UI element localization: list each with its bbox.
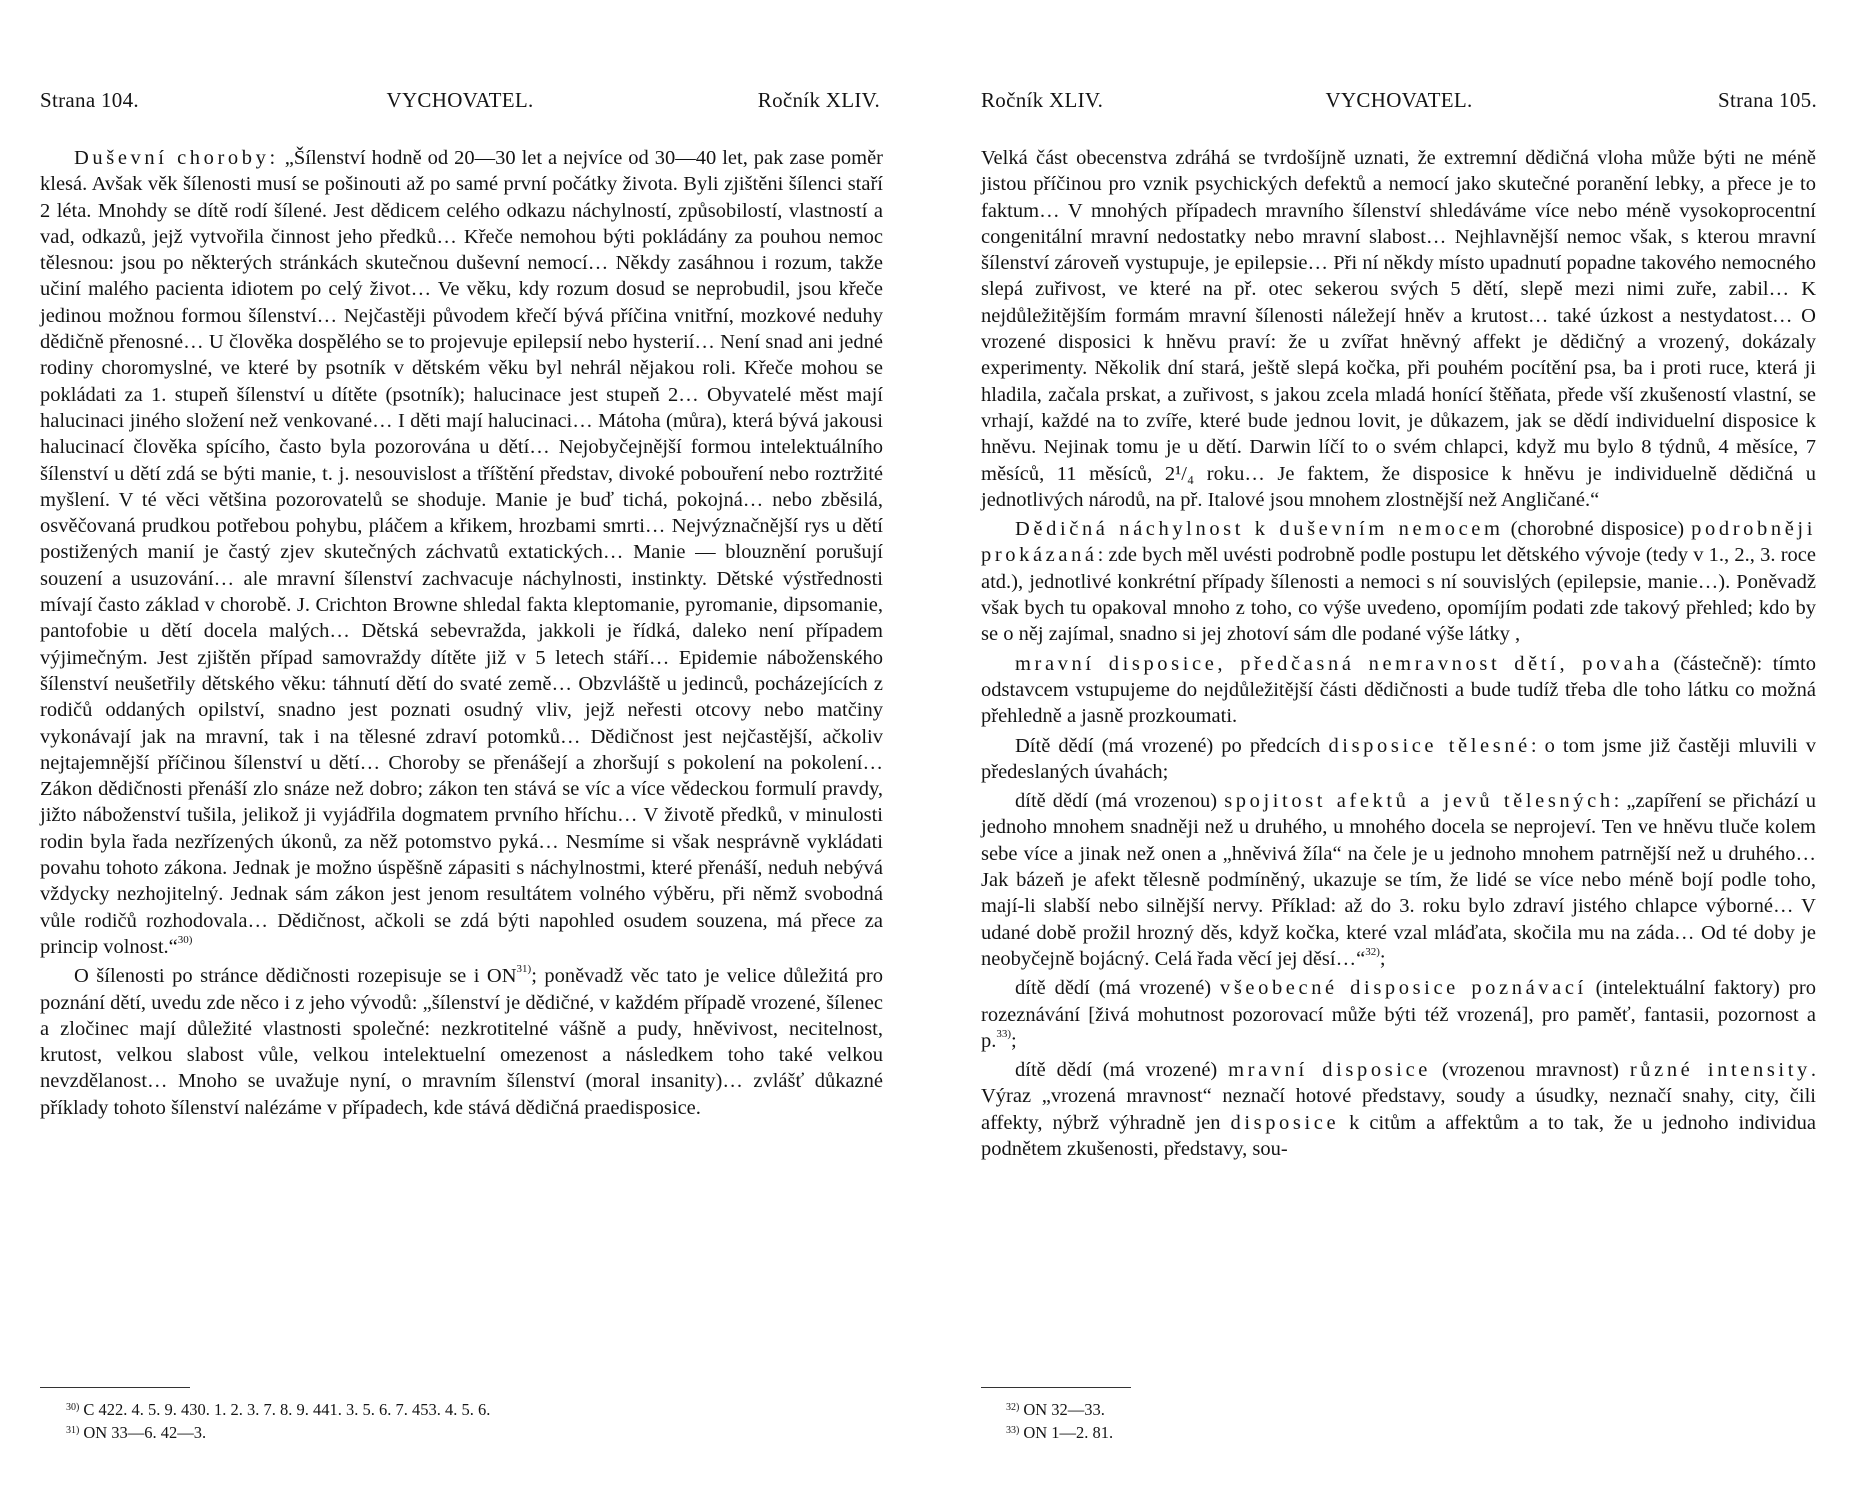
journal-title: VYCHOVATEL.: [386, 88, 534, 112]
paragraph-text: „Šílenství hodně od 20—30 let a nejvíce od 30—40 let, pak zase poměr klesá. Avšak věk šílenosti musí se pošinouti až po samé první počátky života. Byli zjištěni šílenci staří 2 léta. Mnohdy se dítě rodí šílené. Jest dědicem celého odkazu náchylností, způsobilostí, vlastností a vad, odkazů, jejž vytvořila činnost jeho předků… Křeče nemohou býti pokládány za pouhou nemoc tělesnou: jsou po některých stránkách skutečnou duševní nemocí… Někdy zasáhnou i rozum, takže učiní malého pacienta idiotem po celý život… Ve věku, kdy rozum dosud se neprobudil, jsou křeče jedinou možnou formou šílenství… Nejčastěji původem křečí bývá příčina vnitřní, mozkové neduhy dědičně přenosné… U člověka dospělého se to projevuje epilepsií nebo hysterií… Není snad ani jedné rodiny choromyslné, ve které by psotník v dětském věku byl nehrál nějakou roli. Křeče mohou se pokládati za 1. stupeň šílenství u dítěte (psotník); halucinace jest stupeň 2… Obyvatelé měst mají halucinaci jiného složení než venkované… I děti mají halucinaci… Mátoha (můra), která bývá jakousi halucinací člověka spícího, často byla pozorována u dětí… Nejobyčejnější formou intelektuálního šílenství u dětí zdá se býti manie, t. j. nesouvislost a tříštění představ, divoké pobouření nebo roztržité myšlení. V té věci většina pozorovatelů se shoduje. Manie je buď tichá, pokojná… nebo zběsilá, osvěčovaná prudkou potřebou pohybu, pláčem a křikem, hrozbami smrti… Nejvýznačnější rys u dětí postižených manií je častý zjev skutečných záchvatů extatických… Manie — blouznění porušují souzení a usuzování… ale mravní šílenství zachvacuje náchylnosti, instinkty. Dětské výstřednosti mívají často základ v chorobě. J. Crichton Browne shledal fakta kleptomanie, pyromanie, dipsomanie, pantofobie u dětí docela malých… Dětská sebevražda, jakkoli je řídká, daleko není případem výjimečným. Jest zjištěn případ samovraždy dítěte již v 5 letech stáří… Epidemie náboženského šílenství neušetřily dětského věku: táhnutí dětí do svaté země… Obzvláště u jedinců, pocházejících z rodičů oddaných opilství, snadno jest poznati osudný vliv, jejž neřesti otcovy nebo matčiny vykonávají jak na mravní, tak i na tělesné zdraví potomků… Dědičnost jest nejčastější, ačkoliv nejtajemnější příčinou šílenství u dětí… Choroby se přenášejí a zhoršují s pokolení na pokolení… Zákon dědičnosti přenáší zlo snáze než dobro; zákon ten stává se víc a více vědeckou formulí pravdy, jižto náboženství tušila, jelikož ji vyjádřila dogmatem prvního hříchu… V životě předků, v minulosti rodin byla řada nezřízených úkonů, za něž potomstvo pyká… Nesmíme si však nesprávně vykládati povahu tohoto zákona. Jednak je možno úspěšně zápasiti s náchylnostmi, které přenáší, neduh nebývá vždycky nezhojitelný. Jednak sám zákon jest jenom resultátem volného výběru, při němž svobodná vůle rodičů rozhodovala… Dědičnost, ačkoli se zdá býti napohled osudem souzena, má přece za princip volnost.“: [40, 147, 883, 958]
running-head: [981, 88, 1817, 118]
footnote-ref[interactable]: 31): [516, 963, 532, 976]
paragraph-text: : „zapíření se přichází u jednoho mnohem snadněji než u druhého, u mnohého docela se neprojeví. Ten ve hněvu tluče kolem sebe více a jinak než onen a „hněvivá žíla“ na čele je u jednoho mnohem patrnější než u druhého… Jak bázeň je afekt tělesně podmíněný, ukazuje se tím, že lidé se více nebo méně bojí podle toho, mají-li slabší nebo silnější nervy. Příklad: až do 3. roku bylo zdraví jistého chlapce výborné… V udané době prožil hrozný děs, když kočka, které vzal mláďata, skočila mu na záda… Od té doby je neobyčejně bojácný. Celá řada věcí jej děsí…“: [981, 790, 1816, 970]
footnote-text: ON 32—33.: [1023, 1400, 1105, 1419]
paragraph: [40, 963, 883, 1121]
spaced-phrase: disposice tělesné: [1328, 734, 1531, 757]
paragraph-text: dítě dědí (má vrozenou): [1015, 790, 1225, 813]
paragraph: [981, 651, 1816, 730]
paragraph-text: (chorobné disposice): [1503, 518, 1692, 541]
paragraph: [981, 516, 1816, 647]
paragraph-text: dítě dědí (má vrozené): [1015, 1059, 1229, 1082]
paragraph-text: . Výraz „vrozená mravnost“ neznačí hotové představy, soudy a úsudky, neznačí snahy, city, čili affekty, nýbrž výhradně jen: [981, 1059, 1816, 1134]
body-text: [981, 145, 1816, 1165]
paragraph-text: k citům a affektům a to tak, že u jednoho individua podnětem zkušenosti, představy, sou-: [981, 1111, 1816, 1160]
paragraph-text: O šílenosti po stránce dědičnosti rozepisuje se i ON: [74, 965, 517, 988]
footnote-mark: 33): [1006, 1425, 1020, 1436]
footnote-text: ON 1—2. 81.: [1023, 1423, 1114, 1442]
page-number: Strana 104.: [40, 88, 139, 112]
footnote-ref[interactable]: 30): [177, 934, 193, 947]
page-number: Strana 105.: [1718, 88, 1817, 112]
running-head: [40, 88, 880, 118]
paragraph-text: dítě dědí (má vrozené): [1015, 977, 1220, 1000]
footnotes: [66, 1400, 866, 1446]
paragraph-text: (částečně): tímto odstavcem vstupujeme do nejdůležitější části dědičnosti a bude tudíž třeba dle toho látku co možná přehledně a jasně prozkoumati.: [981, 652, 1816, 728]
paragraph-text: : o tom jsme již častěji mluvili v předeslaných úvahách;: [981, 734, 1817, 783]
paragraph-text: ;: [1011, 1029, 1017, 1052]
paragraph: [981, 788, 1816, 972]
right-page: [929, 0, 1858, 1500]
footnote-ref[interactable]: 33): [996, 1027, 1012, 1040]
paragraph: [40, 145, 883, 960]
footnote-divider: [981, 1387, 1131, 1388]
spaced-phrase: všeobecné disposice poznávací: [1219, 977, 1587, 1000]
spaced-phrase: disposice: [1230, 1111, 1340, 1134]
footnote-ref[interactable]: 32): [1365, 946, 1380, 959]
paragraph: [981, 1057, 1816, 1162]
spaced-heading: Duševní choroby:: [74, 147, 279, 169]
footnote: [66, 1400, 866, 1423]
spaced-phrase: různé intensity: [1629, 1059, 1811, 1082]
paragraph: [981, 975, 1816, 1054]
body-text: [40, 145, 883, 1124]
spaced-heading: Dědičná náchylnost k duševním nemocem: [1015, 518, 1504, 541]
paragraph-text: : zde bych měl uvésti podrobně podle postupu let dětského vývoje (tedy v 1., 2., 3. roce atd.), jednotlivé konkrétní případy šílenosti a nemoci s ní souvislých (epilepsie, manie…). Poněvadž však bych tu opakoval mnoho z toho, co výše uvedeno, opomíjím podati zde takový přehled; kdo by se o něj zajímal, snadno si jej zhotoví sám dle podané výše látky ,: [981, 544, 1816, 646]
spaced-phrase: podrobněji prokázaná: [981, 518, 1816, 567]
spaced-phrase: mravní disposice: [1228, 1059, 1431, 1082]
paragraph-text: Velká část obecenstva zdráhá se tvrdošíjně uznati, že extremní dědičná vloha může býti ne méně jistou příčinou pro vznik psychických defektů a nemocí jako skutečné poranění lebky, a přece je to faktum… V mnohých případech mravního šílenství shledáváme více nebo méně vysokoprocentní congenitální mravní nedostatky nebo mravní slabost… Nejhlavnější nemoc však, s kterou mravní šílenství zároveň vystupuje, je epilepsie… Při ní někdy místo upadnutí popadne takového nemocného slepá zuřivost, ve které na př. otec sekerou svých 5 dětí, slepě mezi nimi zuře, zabil… K nejdůležitějším formám mravní šílenosti náležejí hněv a krutost… také úzkost a nestydatost… O vrozené disposici k hněvu praví: že u zvířat hněvný affekt je dědičný a vrozený, dokázaly experimenty. Několik dní stará, ještě slepá kočka, při pouhém pocítění psa, ba i proti ruce, která ji hladila, začala prskat, a zuřivost, s jakou zcela mladá honící štěňata, přede vší zkušeností vlastní, se vrhají, každé na to zvíře, které bude jednou lovit, je důkazem, jak se dědí individuelní disposice k hněvu. Nejinak tomu je u dětí. Darwin líčí to o svém chlapci, když mu bylo 8 týdnů, 4 měsíce, 7 měsíců, 11 měsíců, 2¹/₄ roku… Je faktem, že disposice k hněvu je individuelně dědičná u jednotlivých národů, na př. Italové jsou mnohem zlostnější než Angličané.“: [981, 147, 1816, 511]
paragraph-text: (intelektuální faktory) pro rozeznávání [živá mohutnost pozorovací může býti též vrozená], pro paměť, fantasii, pozornost a p.: [981, 977, 1816, 1052]
journal-title: VYCHOVATEL.: [1325, 88, 1473, 112]
paragraph: [981, 145, 1816, 513]
footnotes: [1006, 1400, 1806, 1446]
footnote-divider: [40, 1387, 190, 1388]
footnote: [66, 1423, 866, 1446]
footnote-mark: 32): [1006, 1402, 1020, 1413]
footnote: [1006, 1400, 1806, 1423]
volume-label: Ročník XLIV.: [981, 88, 1104, 112]
footnote: [1006, 1423, 1806, 1446]
paragraph: [981, 733, 1816, 786]
footnote-mark: 30): [66, 1402, 80, 1413]
paragraph-text: (vrozenou mravnost): [1430, 1059, 1630, 1082]
paragraph-text: ; poněvadž věc tato je velice důležitá pro poznání dětí, uvedu zde něco i z jeho vývodů: „šílenství je dědičné, v každém případě vrozené, šílenec a zločinec mají důležité vlastnosti společné: nezkrotitelné vášně a pudy, hněvivost, necitelnost, krutost, velkou slabost vůle, velkou intelektuelní omezenost a následkem toho také velkou nevzdělanost… Mnoho se uvažuje nyní, o mravním šílenství (moral insanity)… zvlášť důkazné příklady tohoto šílenství nalézáme v případech, kde stává dědičná praedisposice.: [40, 965, 884, 1119]
footnote-mark: 31): [66, 1425, 80, 1436]
footnote-text: C 422. 4. 5. 9. 430. 1. 2. 3. 7. 8. 9. 441. 3. 5. 6. 7. 453. 4. 5. 6.: [83, 1400, 491, 1419]
paragraph-text: ;: [1379, 947, 1386, 970]
footnote-text: ON 33—6. 42—3.: [83, 1423, 207, 1442]
volume-label: Ročník XLIV.: [757, 88, 880, 112]
spaced-phrase: spojitost afektů a jevů tělesných: [1224, 790, 1614, 813]
spaced-heading: mravní disposice, předčasná nemravnost dětí, povaha: [1015, 652, 1664, 675]
paragraph-text: Dítě dědí (má vrozené) po předcích: [1015, 734, 1329, 757]
